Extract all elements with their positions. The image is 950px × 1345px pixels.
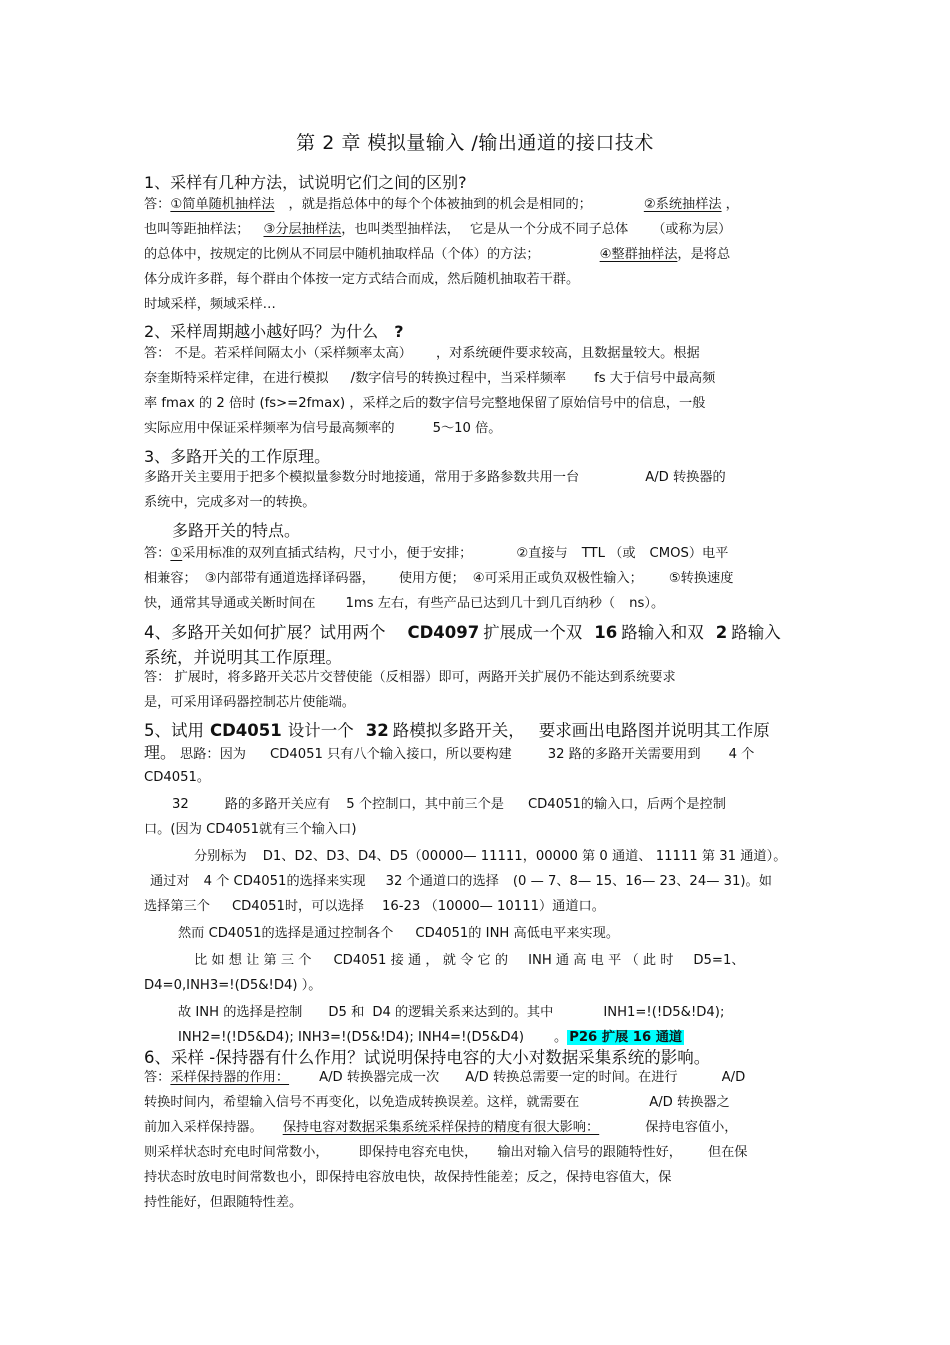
answer-4-line-1: 答： 扩展时，将多路开关芯片交替使能（反相器）即可，两路开关扩展仍不能达到系统要求 (144, 670, 676, 685)
answer-1-line-1: 答：①简单随机抽样法 ，就是指总体中的每个个体被抽到的机会是相同的； ②系统抽样法 ， (144, 197, 739, 212)
features-line-1: 答：①采用标准的双列直插式结构，尺寸小，便于安排； ②直接与 TTL （或 CMOS）电平 (144, 546, 729, 561)
answer-5-line-9: 比 如 想 让 第 三 个 CD4051 接 通 ， 就 令 它 的 INH 通 高 电 平 （ 此 时 D5=1、 (194, 953, 745, 968)
answer-1 (144, 192, 804, 317)
answer-6-line-3: 前加入采样保持器。 保持电容对数据采集系统采样保持的精度有很大影响： 保持电容值小， (144, 1120, 738, 1135)
answer-1-line-2: 也叫等距抽样法； ③分层抽样法，也叫类型抽样法， 它是从一个分成不同子总体 （或称为层） (144, 222, 732, 237)
answer-5-line-1: 理。 思路：因为 CD4051 只有八个输入接口，所以要构建 32 路的多路开关需要用到 4 个 (144, 743, 755, 762)
answer-6-line-4: 则采样状态时充电时间常数小， 即保持电容充电快， 输出对输入信号的跟随特性好， 但在保 (144, 1145, 748, 1160)
question-1-heading: 1、采样有几种方法，试说明它们之间的区别? (144, 173, 467, 192)
answer-5-line-4: 口。(因为 CD4051就有三个输入口) (144, 822, 357, 837)
answer-1-line-4: 体分成许多群，每个群由个体按一定方式结合而成，然后随机抽取若干群。 (144, 272, 580, 287)
question-4-heading-cont: 系统，并说明其工作原理。 (144, 648, 342, 667)
answer-6-line-1: 答：采样保持器的作用： A/D 转换器完成一次 A/D 转换总需要一定的时间。在进行 A/D (144, 1070, 746, 1085)
answer-5-line-7: 选择第三个 CD4051时，可以选择 16-23 （10000— 10111）通道口。 (144, 899, 605, 914)
answer-6-line-6: 持性能好，但跟随特性差。 (144, 1195, 303, 1210)
features-answer (144, 541, 804, 616)
answer-5-line-2: CD4051。 (144, 770, 211, 785)
answer-5-line-8: 然而 CD4051的选择是通过控制各个 CD4051的 INH 高低电平来实现。 (178, 926, 620, 941)
question-3-heading: 3、多路开关的工作原理。 (144, 447, 331, 466)
answer-6-line-2: 转换时间内，希望输入信号不再变化，以免造成转换误差。这样，就需要在 A/D 转换器之 (144, 1095, 730, 1110)
question-2-heading: 2、采样周期越小越好吗？为什么 ? (144, 322, 404, 341)
chapter-title: 第 2 章 模拟量输入 /输出通道的接口技术 (296, 132, 654, 154)
answer-5-line-10: D4=0,INH3=!(D5&!D4) ）。 (144, 978, 322, 993)
question-6-heading: 6、采样 -保持器有什么作用？试说明保持电容的大小对数据采集系统的影响。 (144, 1048, 711, 1067)
answer-5-line-12: INH2=!(!D5&D4); INH3=!(D5&!D4); INH4=!(D5&D4) 。 P26 扩展 16 通道 (178, 1030, 683, 1045)
answer-4-line-2: 是，可采用译码器控制芯片使能端。 (144, 695, 355, 710)
features-subheading: 多路开关的特点。 (172, 521, 301, 540)
question-5-heading: 5、试用 CD4051 设计一个 32 路模拟多路开关， 要求画出电路图并说明其工作原 (144, 721, 770, 740)
answer-5-line-11: 故 INH 的选择是控制 D5 和 D4 的逻辑关系来达到的。其中 INH1=!(!D5&!D4); (178, 1005, 725, 1020)
features-line-3: 快，通常其导通或关断时间在 1ms 左右，有些产品已达到几十到几百纳秒（ ns）。 (144, 596, 665, 611)
answer-5-line-6: 通过对 4 个 CD4051的选择来实现 32 个通道口的选择 (0 — 7、8— 15、16— 23、24— 31)。如 (150, 874, 772, 889)
answer-5 (144, 740, 804, 1050)
answer-2-line-3: 率 fmax 的 2 倍时 (fs>=2fmax) ，采样之后的数字信号完整地保留了原始信号中的信息，一般 (144, 396, 706, 411)
highlight-note: P26 扩展 16 通道 (569, 1030, 683, 1045)
answer-1-line-3: 的总体中，按规定的比例从不同层中随机抽取样品（个体）的方法； ④整群抽样法，是将总 (144, 247, 731, 262)
question-4-heading: 4、多路开关如何扩展？试用两个 CD4097 扩展成一个双 16 路输入和双 2 路输入 (144, 623, 781, 642)
answer-1-line-5: 时域采样，频域采样… (144, 297, 276, 312)
answer-5-line-3: 32 路的多路开关应有 5 个控制口，其中前三个是 CD4051的输入口，后两个是控制 (172, 797, 726, 812)
answer-2 (144, 341, 804, 441)
features-line-2: 相兼容； ③内部带有通道选择译码器， 使用方便； ④可采用正或负双极性输入； ⑤转换速度 (144, 571, 734, 586)
answer-2-line-2: 奈奎斯特采样定律，在进行模拟 /数字信号的转换过程中，当采样频率 fs 大于信号中最高频 (144, 371, 716, 386)
answer-2-line-4: 实际应用中保证采样频率为信号最高频率的 5～10 倍。 (144, 421, 502, 436)
answer-3-line-1: 多路开关主要用于把多个模拟量参数分时地接通，常用于多路参数共用一台 A/D 转换器的 (144, 470, 726, 485)
answer-6-line-5: 持状态时放电时间常数也小，即保持电容放电快，故保持性能差；反之，保持电容值大，保 (144, 1170, 672, 1185)
answer-3 (144, 465, 804, 515)
answer-5-line-5: 分别标为 D1、D2、D3、D4、D5（00000— 11111，00000 第 0 通道、 11111 第 31 通道）。 (194, 849, 787, 864)
answer-4 (144, 665, 804, 715)
answer-2-line-1: 答： 不是。若采样间隔太小（采样频率太高） ，对系统硬件要求较高，且数据量较大。根据 (144, 346, 700, 361)
answer-3-line-2: 系统中，完成多对一的转换。 (144, 495, 316, 510)
answer-6 (144, 1065, 804, 1215)
